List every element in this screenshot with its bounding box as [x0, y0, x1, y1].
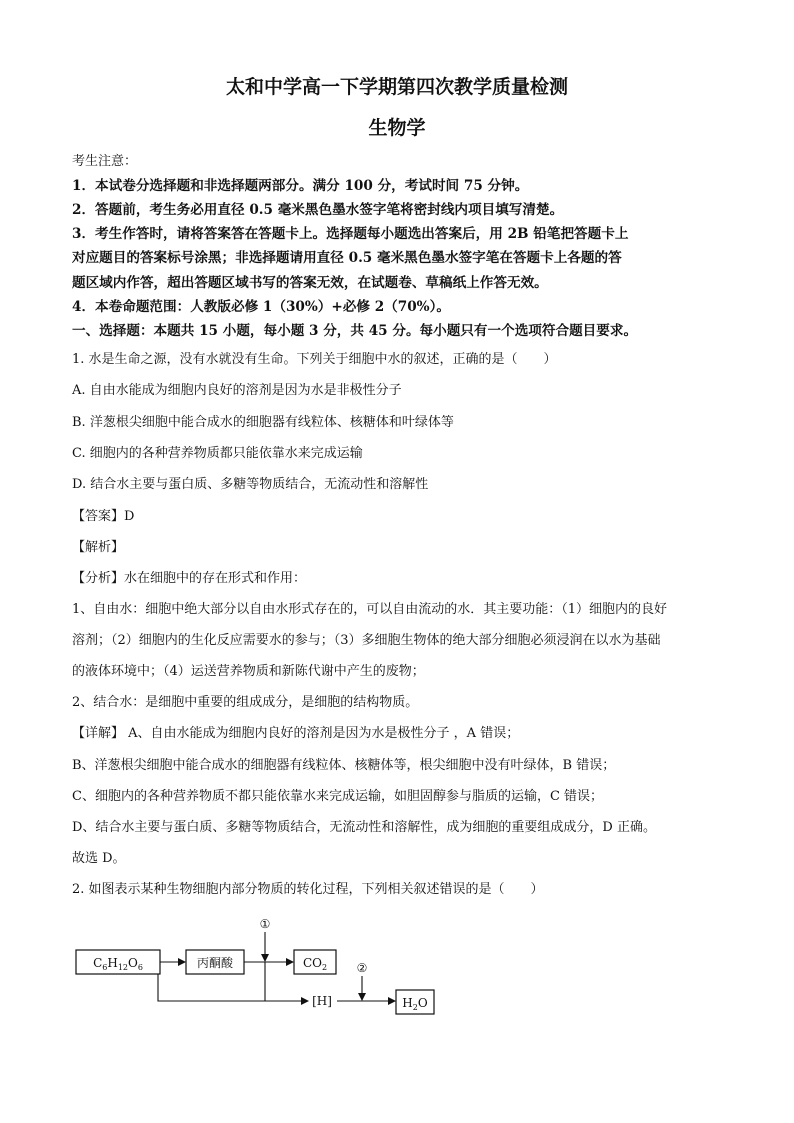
detail-option-a: A、自由水能成为细胞内良好的溶剂是因为水是极性分子 ，A 错误； — [124, 726, 520, 741]
answer-tag: 【答案】 — [72, 509, 125, 524]
notice-item-2: 2．答题前，考生务必用直径 0.5 毫米黑色墨水签字笔将密封线内项目填写清楚。 — [72, 202, 564, 218]
analysis-line-2: 溶剂；（2）细胞内的生化反应需要水的参与；（3）多细胞生物体的绝大部分细胞必须浸润在以水为基础 — [72, 633, 661, 648]
h2o-label: $H_2O$ — [402, 996, 428, 1012]
section-heading: 一、选择题：本题共 15 小题，每小题 3 分，共 45 分。每小题只有一个选项符合题目要求。 — [72, 323, 638, 339]
fenxi-text: 水在细胞中的存在形式和作用： — [124, 571, 307, 586]
step-1-label: ① — [259, 917, 271, 931]
detail-option-c: C、细胞内的各种营养物质不都只能依靠水来完成运输，如胆固醇参与脂质的运输，C 错误； — [72, 789, 604, 804]
notice-heading: 考生注意： — [72, 154, 138, 169]
subject-title: 生物学 — [368, 117, 426, 139]
exam-title: 太和中学高一下学期第四次教学质量检测 — [225, 76, 568, 98]
h-label: [H] — [312, 994, 332, 1008]
glucose-label: $C_6H_{12}O_6$ — [93, 956, 143, 972]
question-1-option-a: A. 自由水能成为细胞内良好的溶剂是因为水是非极性分子 — [72, 383, 402, 398]
detail-option-d: D、结合水主要与蛋白质、多糖等物质结合，无流动性和溶解性，成为细胞的重要组成成分，D 正确。 — [72, 820, 656, 835]
fenxi-line — [72, 567, 306, 586]
metabolism-diagram — [72, 908, 452, 1018]
arrow-glucose-h — [158, 974, 308, 1001]
answer-value: D — [124, 509, 135, 524]
question-2-stem: 2. 如图表示某种生物细胞内部分物质的转化过程，下列相关叙述错误的是（ ） — [72, 882, 544, 897]
step-2-label: ② — [356, 961, 368, 975]
detail-option-b: B、洋葱根尖细胞中能合成水的细胞器有线粒体、核糖体等，根尖细胞中没有叶绿体，B 错误； — [72, 758, 616, 773]
analysis-tag: 【解析】 — [72, 540, 125, 555]
co2-label: $CO_2$ — [302, 956, 328, 972]
question-1-stem: 1. 水是生命之源，没有水就没有生命。下列关于细胞中水的叙述，正确的是（ ） — [72, 352, 557, 367]
analysis-line-4: 2、结合水：是细胞中重要的组成成分，是细胞的结构物质。 — [72, 695, 419, 710]
detail-conclusion: 故选 D。 — [72, 851, 126, 866]
notice-item-4: 4．本卷命题范围：人教版必修 1（30%）+必修 2（70%）。 — [72, 299, 450, 315]
question-1-option-d: D. 结合水主要与蛋白质、多糖等物质结合，无流动性和溶解性 — [72, 477, 429, 492]
pyruvate-label: 丙酮酸 — [196, 956, 234, 970]
answer-line — [72, 505, 134, 524]
notice-item-3-cont-1: 对应题目的答案标号涂黑；非选择题请用直径 0.5 毫米黑色墨水签字笔在答题卡上各题的答 — [72, 250, 622, 266]
analysis-line-1: 1、自由水：细胞中绝大部分以自由水形式存在的，可以自由流动的水．其主要功能：（1）细胞内的良好 — [72, 602, 668, 617]
notice-item-1: 1．本试卷分选择题和非选择题两部分。满分 100 分，考试时间 75 分钟。 — [72, 178, 529, 194]
notice-item-3-cont-2: 题区域内作答，超出答题区域书写的答案无效，在试题卷、草稿纸上作答无效。 — [72, 275, 548, 291]
question-1-option-c: C. 细胞内的各种营养物质都只能依靠水来完成运输 — [72, 446, 363, 461]
fenxi-tag: 【分析】 — [72, 571, 125, 586]
analysis-line-3: 的液体环境中；（4）运送营养物质和新陈代谢中产生的废物； — [72, 664, 425, 679]
question-1-option-b: B. 洋葱根尖细胞中能合成水的细胞器有线粒体、核糖体和叶绿体等 — [72, 415, 454, 430]
detail-tag: 【详解】 — [72, 726, 125, 741]
detail-line — [72, 722, 519, 741]
notice-item-3: 3．考生作答时，请将答案答在答题卡上。选择题每小题选出答案后，用 2B 铅笔把答题卡上 — [72, 226, 629, 242]
